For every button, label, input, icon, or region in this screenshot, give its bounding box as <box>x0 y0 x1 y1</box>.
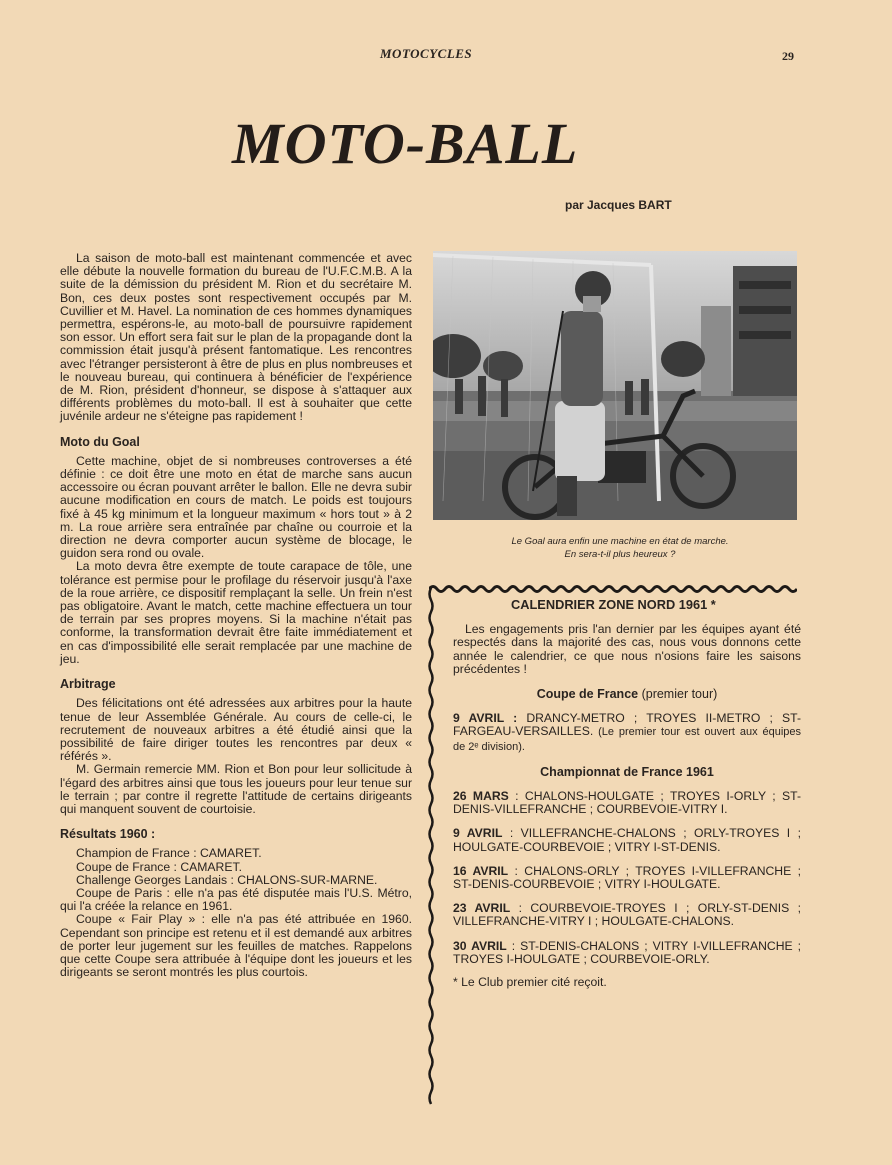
byline: par Jacques BART <box>565 198 672 212</box>
entry-text: : COURBEVOIE-TROYES I ; ORLY-ST-DENIS ; VILLEFRANCHE-VITRY I ; HOULGATE-CHALONS. <box>453 901 801 929</box>
result-line: Coupe de Paris : elle n'a pas été disputée mais l'U.S. Métro, qui l'a créée la relance en 1961. <box>60 885 412 914</box>
arbitrage-paragraph: M. Germain remercie MM. Rion et Bon pour leur sollicitude à l'égard des arbitres ainsi que tous les joueurs pour leur tenue sur le terrain ; par contre il regrette l'attitude de certains dirigeants qui manquent souvent de courtoisie. <box>60 762 412 816</box>
fixture-entry <box>453 827 801 853</box>
entry-date: 30 AVRIL <box>453 938 507 953</box>
fixture-entry <box>453 790 801 816</box>
goal-paragraph: La moto devra être exempte de toute carapace de tôle, une tolérance est permise pour le profilage du réservoir jusqu'à l'axe de la roue arrière, ce dispositif remplaçant la selle. Un frein n'est pas obligatoire. Avant le match, cette machine effectuera un tour de terrain par ses propres moyens. Si la machine n'était pas conforme, la transformation devrait être faite immédiatement et en cas d'impossibilité elle serait remplacée par une machine de jeu. <box>60 559 412 666</box>
calendar-footnote: * Le Club premier cité reçoit. <box>453 975 607 990</box>
coupe-heading-bold: Coupe de France <box>536 687 639 702</box>
result-line: Coupe de France : CAMARET. <box>76 859 242 874</box>
entry-text: : VILLEFRANCHE-CHALONS ; ORLY-TROYES I ; HOULGATE-COURBEVOIE ; VITRY I-ST-DENIS. <box>453 826 801 854</box>
entry-text: : CHALONS-ORLY ; TROYES I-VILLEFRANCHE ; ST-DENIS-COURBEVOIE ; VITRY I-HOULGATE. <box>453 863 801 892</box>
running-head: MOTOCYCLES <box>380 46 473 61</box>
entry-text: DRANCY-METRO ; TROYES II-METRO ; ST-FARGEAU-VERSAILLES. <box>453 711 802 739</box>
championnat-heading: Championnat de France 1961 <box>540 764 714 779</box>
goalkeeper-photo <box>433 251 797 520</box>
fixture-entry <box>453 902 801 928</box>
calendar-wavy-rule <box>429 584 797 594</box>
photo-caption <box>470 536 770 561</box>
fixture-entry <box>453 865 801 891</box>
entry-text: : CHALONS-HOULGATE ; TROYES I-ORLY ; ST-DENIS-VILLEFRANCHE ; COURBEVOIE-VITRY I. <box>453 789 801 817</box>
page-number: 29 <box>782 49 794 63</box>
section-heading-resultats: Résultats 1960 : <box>60 827 156 842</box>
goal-paragraph: Cette machine, objet de si nombreuses controverses a été définie : ce doit être une moto en état de marche sans aucun accessoire ou écran pouvant arrêter le ballon. Elle ne devra subir aucune modification en cours de match. Le poids est toujours fixé à 45 kg minimum et la longueur maximum « hors tout » à 2 m. La roue arrière sera entraînée par chaîne ou courroie et la direction ne devra comporter aucun système de blocage, le guidon sera rond ou ovale. <box>60 453 412 561</box>
coupe-heading <box>453 688 801 701</box>
entry-note: (Le premier tour est ouvert aux équipes de 2ᵉ division). <box>453 726 801 753</box>
caption-line: Le Goal aura enfin une machine en état de marche. <box>511 536 729 547</box>
result-line: Champion de France : CAMARET. <box>76 846 262 861</box>
coupe-entry <box>453 712 801 754</box>
entry-date: 9 AVRIL : <box>453 711 518 726</box>
caption-line: En sera-t-il plus heureux ? <box>564 548 676 560</box>
article-body <box>60 252 412 979</box>
fixture-entry <box>453 940 801 966</box>
calendar-intro: Les engagements pris l'an dernier par les équipes ayant été respectés dans la majorité des cas, nous vous donnons cette année le calendrier, ce que nous n'osions faire les saisons précédentes ! <box>453 622 801 676</box>
section-heading-goal: Moto du Goal <box>60 434 140 449</box>
entry-date: 9 AVRIL <box>453 826 503 841</box>
result-line: Challenge Georges Landais : CHALONS-SUR-MARNE. <box>76 872 378 887</box>
coupe-heading-rest: (premier tour) <box>638 687 718 702</box>
entry-text: : ST-DENIS-CHALONS ; VITRY I-VILLEFRANCHE ; TROYES I-HOULGATE ; COURBEVOIE-ORLY. <box>453 938 801 966</box>
calendar-side-rule <box>428 588 434 1108</box>
entry-date: 23 AVRIL <box>453 901 511 916</box>
entry-date: 26 MARS <box>453 789 509 804</box>
entry-date: 16 AVRIL <box>453 863 509 878</box>
intro-paragraph: La saison de moto-ball est maintenant commencée et avec elle débute la nouvelle formation du bureau de l'U.F.C.M.B. A la suite de la démission du président M. Rion et du secrétaire M. Bon, ces deux postes sont respectivement occupés par M. Cuvillier et M. Havel. La nomination de ces hommes dynamiques permettra, espérons-le, au moto-ball de poursuivre rapidement son essor. Un effort sera fait sur le plan de la propagande dont la commission était jusqu'à présent fantomatique. Les rencontres avec l'étranger persisteront à être de plus en plus nombreuses et le nouveau bureau, qui continuera à bénéficier de l'expérience de M. Rion, président d'honneur, se dispose à s'attaquer aux différents problèmes du moto-ball. Il est à souhaiter que cette juvénile ardeur ne s'éteigne pas rapidement ! <box>60 251 412 424</box>
calendar-box <box>453 598 801 989</box>
photo-illustration <box>433 251 797 520</box>
result-line: Coupe « Fair Play » : elle n'a pas été attribuée en 1960. Cependant son principe est retenu et il est demandé aux arbitres de porter leur jugement sur les feuilles de matches. Rappelons que cette Coupe sera attribuée à l'équipe dont les joueurs et les dirigeants se seront montrés les plus courtois. <box>60 912 412 980</box>
article-title: MOTO-BALL <box>232 111 579 176</box>
arbitrage-paragraph: Des félicitations ont été adressées aux arbitres pour la haute tenue de leur Assemblée Générale. Au cours de celle-ci, le recrutement de nouveaux arbitres a été étudié ainsi que la possibilité de faire diriger toutes les rencontres par deux « référés ». <box>60 696 412 764</box>
calendar-title: CALENDRIER ZONE NORD 1961 * <box>511 597 716 612</box>
section-heading-arbitrage: Arbitrage <box>60 677 116 692</box>
